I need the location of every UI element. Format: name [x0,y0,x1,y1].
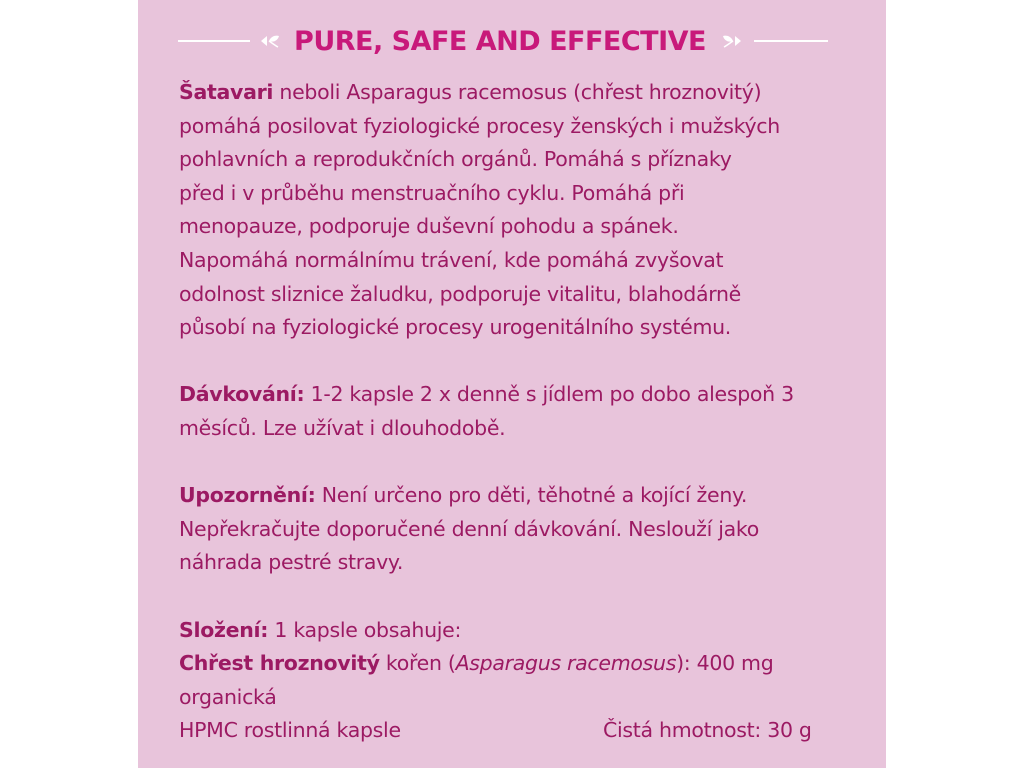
product-info-panel [138,0,886,768]
warning-paragraph [179,479,879,580]
header-rule-right [754,40,828,42]
warning-line: Nepřekračujte doporučené denní dávkování. Neslouží jako [179,516,759,541]
description-line: odolnost sliznice žaludku, podporuje vitalitu, blahodárně [179,281,741,306]
product-text [179,76,879,748]
paragraph-gap [179,446,879,480]
description-line: před i v průběhu menstruačního cyklu. Pomáhá při [179,180,685,205]
paragraph-gap [179,345,879,379]
composition-paragraph [179,614,879,748]
ingredient-note: organická [179,684,277,709]
warning-text: Není určeno pro děti, těhotné a kojící ženy. [315,483,748,508]
composition-line [179,614,879,648]
description-line: Napomáhá normálnímu trávení, kde pomáhá zvyšovat [179,247,724,272]
composition-text: 1 kapsle obsahuje: [268,617,462,642]
description-paragraph [179,76,879,345]
ingredient-amount: ): 400 mg [676,651,774,676]
warning-line: náhrada pestré stravy. [179,550,404,575]
capsule-type: HPMC rostlinná kapsle [179,718,401,743]
description-line: pomáhá posilovat fyziologické procesy ženských i mužských [179,113,780,138]
ingredient-name: Chřest hroznovitý [179,651,380,676]
net-weight: Čistá hmotnost: 30 g [603,718,812,743]
description-line: působí na fyziologické procesy urogenitálního systému. [179,315,732,340]
description-line [179,76,879,110]
warning-line [179,479,879,513]
leaf-chevron-icon [722,30,744,52]
leaf-chevron-icon [258,30,280,52]
product-name: Šatavari [179,80,274,104]
dosage-label: Dávkování: [179,382,305,407]
dosage-text: 1-2 kapsle 2 x denně s jídlem po dobo alespoň 3 [304,382,794,407]
header-rule-left [178,40,250,42]
page-title: PURE, SAFE AND EFFECTIVE [294,26,706,57]
section-header [138,18,886,64]
description-line: menopauze, podporuje duševní pohodu a spánek. [179,214,679,239]
composition-label: Složení: [179,617,269,642]
dosage-line [179,378,879,412]
dosage-line: měsíců. Lze užívat i dlouhodobě. [179,415,506,440]
dosage-paragraph [179,378,879,445]
warning-label: Upozornění: [179,483,316,508]
paragraph-gap [179,580,879,614]
capsule-line [179,714,879,748]
ingredient-latin-name: Asparagus racemosus [455,651,677,676]
description-text: neboli Asparagus racemosus (chřest hroznovitý) [273,80,762,104]
description-line: pohlavních a reprodukčních orgánů. Pomáhá s příznaky [179,147,732,172]
ingredient-line [179,647,879,681]
ingredient-part: kořen ( [379,651,456,676]
